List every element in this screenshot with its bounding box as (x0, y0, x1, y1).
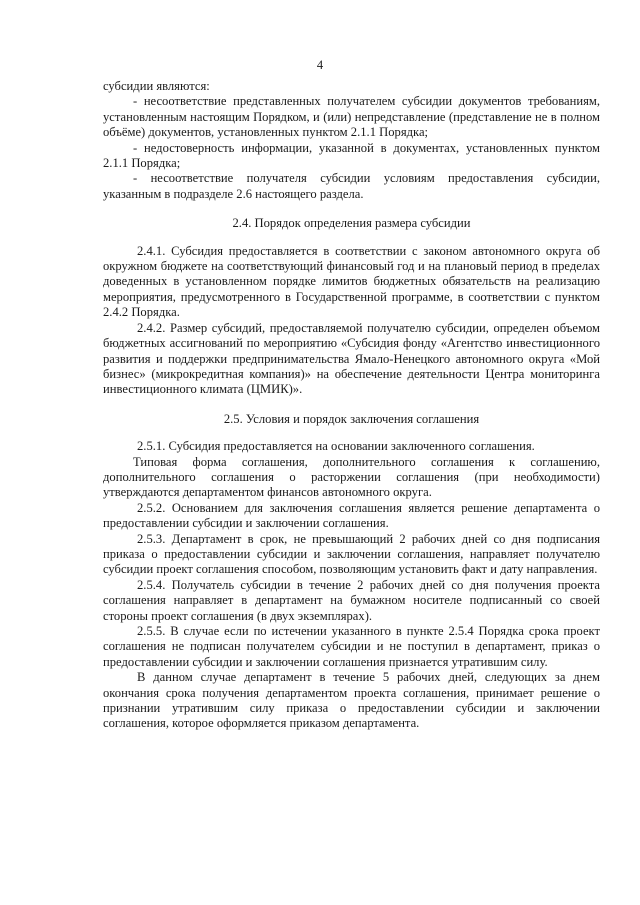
paragraph: В данном случае департамент в течение 5 рабочих дней, следующих за днем окончания срока получения департаментом проекта соглашения, принимает решение о признании утратившим силу приказа о предоставлении субсидии и заключении соглашения, которое оформляется приказом департамента. (103, 670, 600, 731)
section-heading-2-5: 2.5. Условия и порядок заключения соглашения (223, 411, 480, 426)
bullet-item: - несоответствие получателя субсидии условиям предоставления субсидии, указанным в подразделе 2.6 настоящего раздела. (103, 171, 600, 201)
page-number: 4 (316, 58, 324, 72)
paragraph: 2.5.3. Департамент в срок, не превышающий 2 рабочих дней со дня подписания приказа о предоставлении субсидии и заключении соглашения, направляет получателю субсидии проект соглашения способом, позволяющим установить факт и дату направления. (103, 531, 600, 577)
paragraph: Типовая форма соглашения, дополнительного соглашения к соглашению, дополнительного соглашения о расторжении соглашения (при необходимости) утверждаются департаментом финансов автономного округа. (103, 454, 600, 500)
paragraph: 2.5.2. Основанием для заключения соглашения является решение департамента о предоставлении субсидии и заключении соглашения. (103, 500, 600, 531)
paragraph: 2.5.1. Субсидия предоставляется на основании заключенного соглашения. (137, 439, 535, 454)
section-heading-2-4: 2.4. Порядок определения размера субсидии (232, 216, 471, 231)
paragraph: 2.4.2. Размер субсидий, предоставляемой получателю субсидии, определен объемом бюджетных ассигнований по мероприятию «Субсидия фонду «Агентство инвестиционного развития и поддержки предпринимательства Ямало-Ненецкого автономного округа «Мой бизнес» (микрокредитная компания)» на обеспечение деятельности Центра мониторинга инвестиционного климата (ЦМИК)». (103, 320, 600, 397)
paragraph: 2.5.5. В случае если по истечении указанного в пункте 2.5.4 Порядка срока проект соглашения не подписан получателем субсидии и не поступил в департамент, приказ о предоставлении субсидии и заключении соглашения признается утратившим силу. (103, 624, 600, 669)
paragraph: 2.5.4. Получатель субсидии в течение 2 рабочих дней со дня получения проекта соглашения направляет в департамент на бумажном носителе подписанный со своей стороны проект соглашения (в двух экземплярах). (103, 577, 600, 623)
intro-text: субсидии являются: (103, 79, 210, 93)
paragraph: 2.4.1. Субсидия предоставляется в соответствии с законом автономного округа об окружном бюджете на соответствующий финансовый год и на плановый период в пределах доведенных в установленном порядке лимитов бюджетных обязательств на реализацию мероприятия, предусмотренного в Государственной программе, в соответствии с пунктом 2.4.2 Порядка. (103, 243, 600, 320)
bullet-item: - несоответствие представленных получателем субсидии документов требованиям, установленным настоящим Порядком, и (или) непредставление (представление не в полном объёме) документов, установленных пунктом 2.1.1 Порядка; (103, 94, 600, 140)
document-body (103, 79, 600, 732)
bullet-item: - недостоверность информации, указанной в документах, установленных пунктом 2.1.1 Порядка; (103, 140, 600, 171)
